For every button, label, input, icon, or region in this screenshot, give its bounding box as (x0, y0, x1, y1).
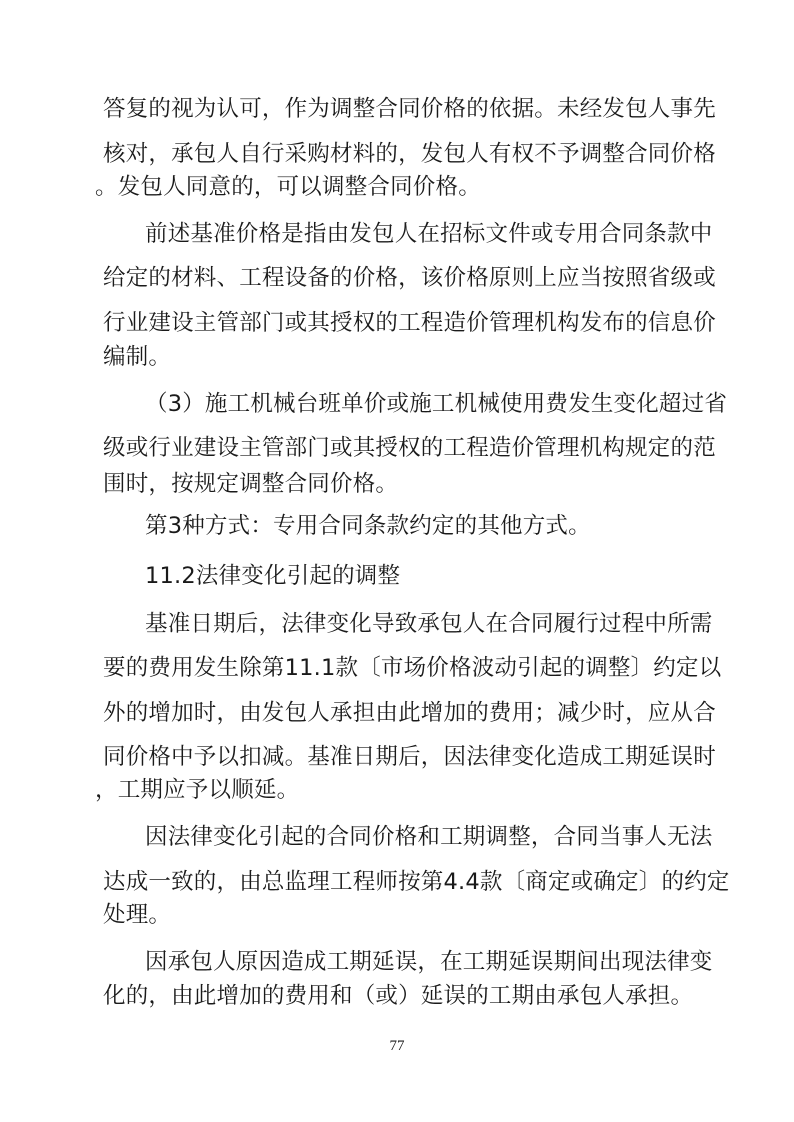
text-line: （3）施工机械台班单价或施工机械使用费发生变化超过省 (145, 391, 728, 417)
text-line: 答复的视为认可，作为调整合同价格的依据。未经发包人事先 (103, 96, 716, 122)
text-line: 要的费用发生除第11.1款〔市场价格波动引起的调整〕约定以 (103, 655, 722, 681)
text-line: 行业建设主管部门或其授权的工程造价管理机构发布的信息价 (103, 310, 716, 336)
text-line: 基准日期后，法律变化导致承包人在合同履行过程中所需 (145, 611, 713, 637)
text-line: 第3种方式：专用合同条款约定的其他方式。 (145, 513, 591, 539)
page-number: 77 (389, 1038, 405, 1054)
text-line: 因承包人原因造成工期延误，在工期延误期间出现法律变 (145, 949, 713, 975)
text-line: 同价格中予以扣减。基准日期后，因法律变化造成工期延误时 (103, 744, 716, 770)
text-line: 。发包人同意的，可以调整合同价格。 (95, 174, 481, 200)
section-heading: 11.2法律变化引起的调整 (145, 563, 401, 589)
text-line: 化的，由此增加的费用和（或）延误的工期由承包人承担。 (103, 983, 694, 1009)
text-line: 给定的材料、工程设备的价格，该价格原则上应当按照省级或 (103, 265, 716, 291)
text-line: 因法律变化引起的合同价格和工期调整，合同当事人无法 (145, 824, 713, 850)
text-line: 围时，按规定调整合同价格。 (103, 471, 399, 497)
text-line: 外的增加时，由发包人承担由此增加的费用；减少时，应从合 (103, 700, 716, 726)
text-line: 核对，承包人自行采购材料的，发包人有权不予调整合同价格 (103, 141, 716, 167)
text-line: 前述基准价格是指由发包人在招标文件或专用合同条款中 (145, 221, 713, 247)
text-line: ，工期应予以顺延。 (95, 777, 300, 803)
text-line: 处理。 (103, 902, 172, 928)
text-line: 级或行业建设主管部门或其授权的工程造价管理机构规定的范 (103, 435, 716, 461)
text-line: 编制。 (103, 344, 172, 370)
text-line: 达成一致的，由总监理工程师按第4.4款〔商定或确定〕的约定 (103, 869, 730, 895)
